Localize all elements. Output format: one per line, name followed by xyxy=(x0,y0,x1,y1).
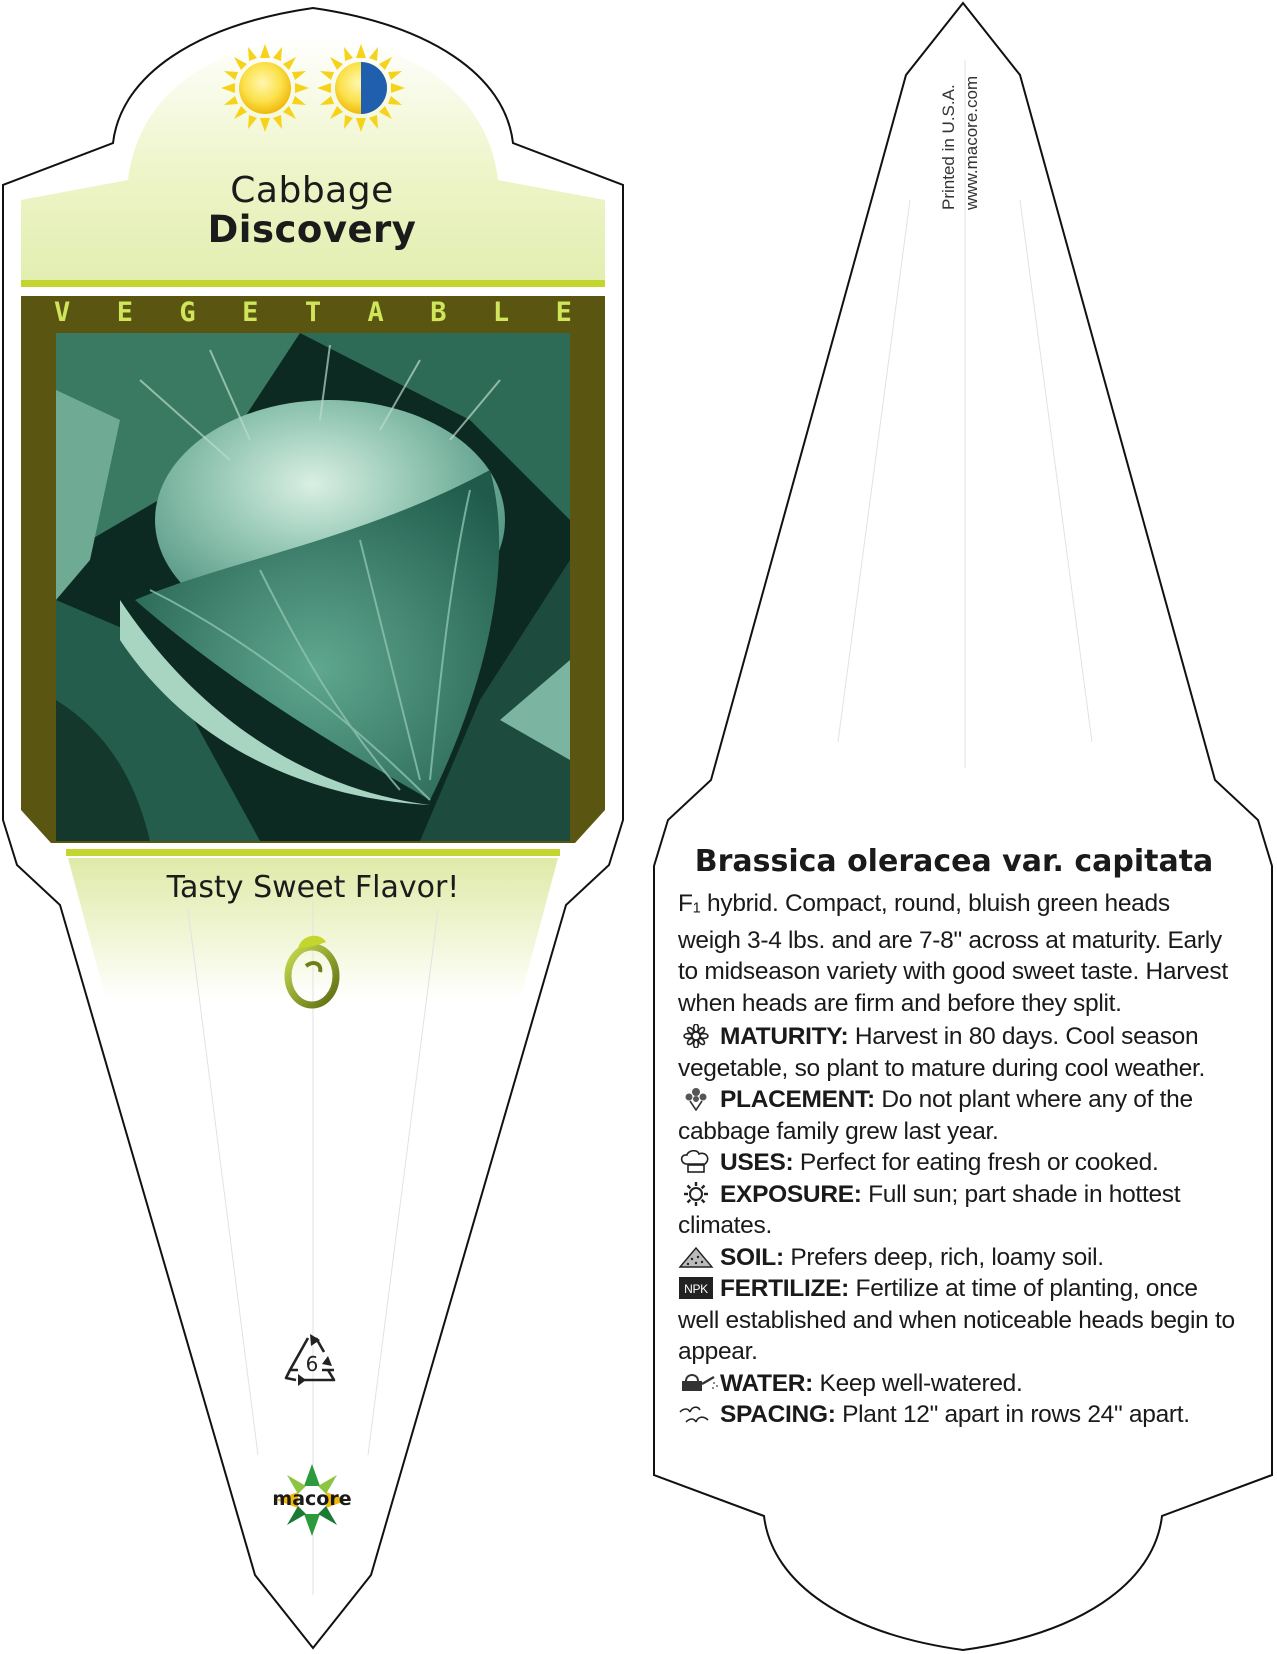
tagline: Tasty Sweet Flavor! xyxy=(166,870,460,905)
website-label: www.macore.com xyxy=(962,75,981,210)
care-text: Fertilize at time of planting, once well established and when noticeable heads begin to appear. xyxy=(678,1275,1235,1366)
category-letter: E xyxy=(116,297,133,328)
care-text: Prefers deep, rich, loamy soil. xyxy=(790,1243,1104,1271)
care-label: SPACING: xyxy=(720,1401,836,1429)
care-exposure xyxy=(678,1179,1238,1242)
description-prefix: F xyxy=(678,890,693,917)
variety-name: Discovery xyxy=(207,208,417,251)
care-label: SOIL: xyxy=(720,1243,784,1271)
care-text: Plant 12" apart in rows 24" apart. xyxy=(842,1401,1190,1429)
flower-icon xyxy=(678,1024,720,1048)
watering-can-icon xyxy=(678,1371,720,1395)
care-text: Full sun; part shade in hottest climates. xyxy=(678,1180,1181,1240)
category-letter: B xyxy=(430,297,447,328)
npk-icon xyxy=(678,1276,720,1300)
full-sun-icon xyxy=(221,44,309,132)
chef-hat-icon xyxy=(678,1150,720,1174)
care-maturity xyxy=(678,1021,1238,1084)
category-letter: V xyxy=(54,297,71,328)
printed-in-label: Printed in U.S.A. xyxy=(939,84,958,210)
lime-band-top xyxy=(21,280,605,287)
description-subscript: 1 xyxy=(692,900,701,917)
care-text: Do not plant where any of the cabbage family grew last year. xyxy=(678,1086,1193,1145)
care-soil xyxy=(678,1242,1238,1274)
care-text: Harvest in 80 days. Cool season vegetable, so plant to mature during cool weather. xyxy=(678,1023,1206,1082)
care-label: FERTILIZE: xyxy=(720,1275,850,1303)
category-letter: G xyxy=(179,297,196,328)
description-block xyxy=(678,888,1238,1431)
care-uses xyxy=(678,1147,1238,1179)
soil-icon xyxy=(678,1245,720,1269)
lime-band-bottom xyxy=(66,849,560,856)
care-label: EXPOSURE: xyxy=(720,1180,862,1208)
bouquet-icon xyxy=(678,1087,720,1111)
plant-name: Cabbage xyxy=(230,170,394,211)
brand-name: macore xyxy=(272,1488,352,1510)
part-sun-icon xyxy=(317,44,405,132)
care-text: Keep well-watered. xyxy=(819,1369,1023,1397)
description xyxy=(678,888,1238,1019)
category-letter: E xyxy=(242,297,259,328)
botanical-name: Brassica oleracea var. capitata xyxy=(694,844,1214,879)
category-letter: A xyxy=(367,297,384,328)
care-water xyxy=(678,1368,1238,1400)
sun-icon xyxy=(678,1182,720,1206)
spacing-icon xyxy=(678,1402,720,1426)
npk-icon-label: NPK xyxy=(684,1282,708,1297)
care-placement xyxy=(678,1084,1238,1147)
care-text: Perfect for eating fresh or cooked. xyxy=(799,1149,1159,1177)
care-label: PLACEMENT: xyxy=(720,1086,875,1114)
care-label: USES: xyxy=(720,1149,794,1177)
category-letter: E xyxy=(555,297,572,328)
care-spacing xyxy=(678,1399,1238,1431)
category-letter: L xyxy=(492,297,510,328)
care-label: WATER: xyxy=(720,1369,814,1397)
cabbage-photo xyxy=(56,333,570,841)
recycle-number: 6 xyxy=(305,1352,319,1376)
category-label xyxy=(20,297,606,333)
category-letter: T xyxy=(304,297,322,328)
care-label: MATURITY: xyxy=(720,1023,849,1051)
care-fertilize xyxy=(678,1273,1238,1368)
description-text: hybrid. Compact, round, bluish green heads weigh 3-4 lbs. and are 7-8" across at maturity. Early to midseason variety with good sweet taste. Harvest when heads are firm and before they split. xyxy=(678,890,1228,1017)
